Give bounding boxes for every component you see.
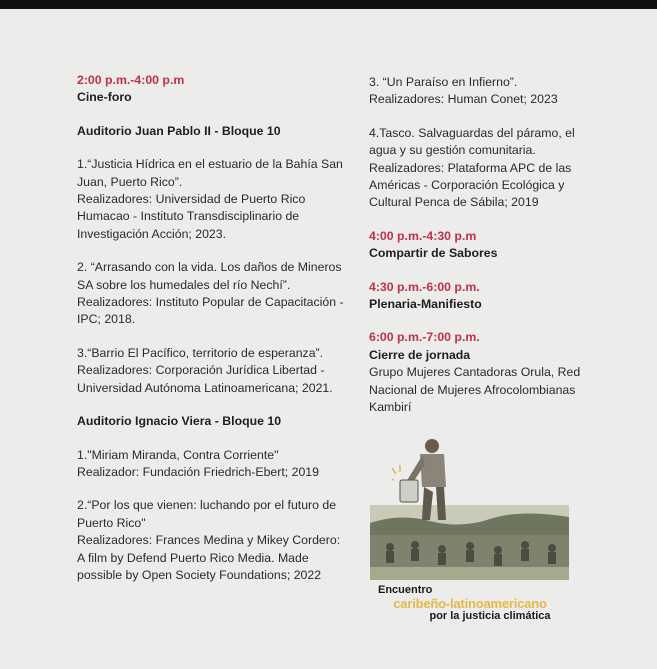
- film-line: Universidad Autónoma Latinoamericana; 2021.: [77, 380, 333, 395]
- logo-line: Encuentro: [378, 584, 433, 596]
- film-entry: [369, 125, 599, 212]
- film-line: Puerto Rico": [77, 515, 146, 530]
- venue-heading: Auditorio Ignacio Viera - Bloque 10: [77, 414, 282, 429]
- film-line: Realizadores: Corporación Jurídica Libertad -: [77, 363, 325, 378]
- film-line: possible by Open Society Foundations; 2022: [77, 567, 322, 582]
- venue-heading: Auditorio Juan Pablo II - Bloque 10: [77, 123, 281, 138]
- event-illustration: [370, 432, 570, 582]
- film-entry: [77, 259, 357, 329]
- session-title: Plenaria-Manifiesto: [369, 297, 482, 312]
- film-line: Investigación Acción; 2023.: [77, 226, 227, 241]
- man-with-bucket-icon: [392, 432, 452, 522]
- film-line: agua y su gestión comunitaria.: [369, 143, 536, 158]
- film-line: 1.“Justicia Hídrica en el estuario de la Bahía San: [77, 157, 343, 172]
- film-line: Juan, Puerto Rico”.: [77, 174, 183, 189]
- film-entry: [369, 74, 599, 109]
- session-title: Cierre de jornada: [369, 347, 471, 362]
- top-bar: [0, 0, 657, 9]
- left-column: [77, 72, 357, 600]
- film-line: Américas - Corporación Ecológica y: [369, 178, 565, 193]
- film-entry: [77, 156, 357, 243]
- session-time: 4:30 p.m.-6:00 p.m.: [369, 279, 480, 294]
- film-line: Realizadores: Plataforma APC de las: [369, 160, 572, 175]
- film-line: 2. “Arrasando con la vida. Los daños de Mineros: [77, 260, 342, 275]
- session-title: Compartir de Sabores: [369, 246, 498, 261]
- film-entry: [77, 447, 357, 482]
- session-block: [369, 228, 599, 263]
- session-time: 6:00 p.m.-7:00 p.m.: [369, 330, 480, 345]
- film-line: IPC; 2018.: [77, 312, 136, 327]
- session-time: 4:00 p.m.-4:30 p.m: [369, 228, 477, 243]
- film-line: Realizadores: Universidad de Puerto Rico: [77, 192, 306, 207]
- film-line: 1."Miriam Miranda, Contra Corriente": [77, 447, 279, 462]
- film-line: A film by Defend Puerto Rico Media. Made: [77, 550, 309, 565]
- session-block: [369, 329, 599, 416]
- session-line: Nacional de Mujeres Afrocolombianas: [369, 382, 576, 397]
- session-line: Kambirí: [369, 400, 412, 415]
- film-line: SA sobre los humedales del río Nechí”.: [77, 277, 291, 292]
- session-line: Grupo Mujeres Cantadoras Orula, Red: [369, 365, 581, 380]
- film-line: Realizadores: Human Conet; 2023: [369, 92, 558, 107]
- film-entry: [77, 345, 357, 397]
- film-line: 4.Tasco. Salvaguardas del páramo, el: [369, 125, 575, 140]
- logo-line: caribeño-latinoamericano: [393, 596, 547, 611]
- film-entry: [77, 497, 357, 584]
- film-line: 3.“Barrio El Pacífico, territorio de esperanza”.: [77, 345, 324, 360]
- logo-line: por la justicia climática: [429, 610, 551, 622]
- film-line: 3. “Un Paraíso en Infierno”.: [369, 75, 518, 89]
- right-column: [369, 74, 599, 433]
- film-line: Humacao - Instituto Transdisciplinario de: [77, 209, 300, 224]
- session-block: [369, 279, 599, 314]
- film-line: Realizadores: Instituto Popular de Capacitación -: [77, 295, 344, 310]
- film-line: 2.“Por los que vienen: luchando por el futuro de: [77, 498, 337, 513]
- event-logo: [370, 584, 570, 623]
- film-line: Realizador: Fundación Friedrich-Ebert; 2019: [77, 464, 319, 479]
- film-line: Cultural Penca de Sábila; 2019: [369, 195, 539, 210]
- session-time: 2:00 p.m.-4:00 p.m: [77, 73, 185, 87]
- film-line: Realizadores: Frances Medina y Mikey Cordero:: [77, 533, 341, 548]
- session-title: Cine-foro: [77, 90, 132, 105]
